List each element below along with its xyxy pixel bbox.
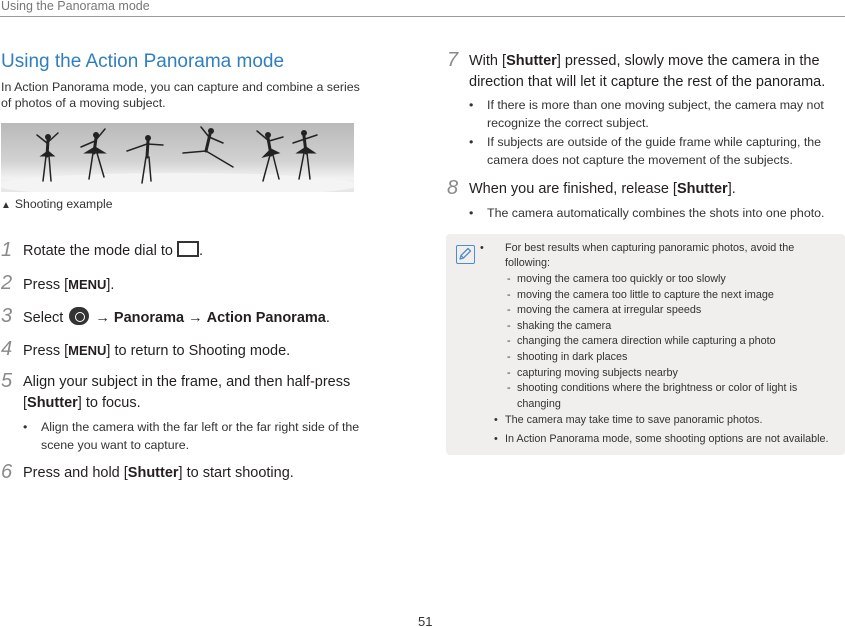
note-dash-marker: - bbox=[507, 367, 511, 379]
header-title: Using the Panorama mode bbox=[1, 0, 150, 13]
note-bullet-marker: • bbox=[494, 433, 498, 445]
step-number: 1 bbox=[1, 239, 13, 261]
step-text bbox=[23, 274, 114, 296]
bullet-marker: • bbox=[469, 135, 474, 149]
note-line: The camera may take time to save panoramic photos. bbox=[505, 414, 763, 426]
note-dash-marker: - bbox=[507, 320, 511, 332]
note-dash-item: moving the camera at irregular speeds bbox=[517, 304, 702, 316]
note-bullet-marker: • bbox=[494, 414, 498, 426]
step-5-bullet bbox=[23, 418, 403, 454]
step-text-part: With [ bbox=[469, 53, 507, 69]
note-bullet-marker: • bbox=[480, 242, 484, 254]
bullet-text bbox=[487, 133, 821, 169]
step-number: 5 bbox=[1, 370, 13, 392]
note-dash-marker: - bbox=[507, 304, 511, 316]
note-dash-marker: - bbox=[507, 382, 511, 394]
bullet-text bbox=[487, 96, 824, 132]
step-8 bbox=[447, 179, 845, 201]
step-text-part: ] to focus. bbox=[77, 395, 141, 411]
shooting-example-photo bbox=[1, 123, 354, 192]
step-text bbox=[23, 241, 203, 262]
arrow: → bbox=[188, 310, 203, 326]
step-number: 2 bbox=[1, 272, 13, 294]
step-text bbox=[23, 372, 350, 414]
note-dash-continuation: changing bbox=[517, 398, 561, 410]
step-text-part: When you are finished, release [ bbox=[469, 181, 677, 197]
menu-button-icon: MENU bbox=[68, 343, 107, 358]
bullet-marker: • bbox=[23, 420, 28, 434]
step-text bbox=[23, 463, 294, 484]
stage-floor bbox=[1, 173, 354, 192]
step-8-bullet bbox=[469, 204, 845, 222]
shutter-label: Shutter bbox=[27, 395, 78, 411]
section-title: Using the Action Panorama mode bbox=[1, 51, 285, 72]
step-text-part: . bbox=[325, 310, 330, 326]
step-7 bbox=[447, 51, 845, 95]
note-dash-marker: - bbox=[507, 351, 511, 363]
note-pencil-icon bbox=[456, 245, 475, 264]
step-text-part: Rotate the mode dial to bbox=[23, 243, 173, 259]
intro-line: of photos of a moving subject. bbox=[1, 96, 166, 110]
bullet-line: If subjects are outside of the guide frame while capturing, the bbox=[487, 135, 822, 149]
menu-option-panorama: Panorama bbox=[113, 310, 185, 326]
camera-mode-icon bbox=[69, 307, 89, 325]
page-number: 51 bbox=[418, 614, 433, 627]
step-text-line: direction that will let it capture the rest of the panorama. bbox=[469, 74, 826, 90]
step-text bbox=[469, 179, 736, 200]
step-text-part: ] to return to Shooting mode. bbox=[106, 343, 291, 359]
shutter-label: Shutter bbox=[506, 53, 557, 69]
note-dash-item: moving the camera too little to capture the next image bbox=[517, 289, 774, 301]
note-dash-marker: - bbox=[507, 273, 511, 285]
intro-line: In Action Panorama mode, you can capture and combine a series bbox=[1, 80, 360, 94]
dancer-6 bbox=[293, 130, 317, 179]
page-header bbox=[0, 0, 845, 17]
step-text-part: ]. bbox=[727, 181, 736, 197]
step-number: 6 bbox=[1, 461, 13, 483]
shutter-label: Shutter bbox=[127, 465, 179, 481]
note-dash-item: shooting in dark places bbox=[517, 351, 628, 363]
step-number: 4 bbox=[1, 338, 13, 360]
note-dash-marker: - bbox=[507, 289, 511, 301]
step-text bbox=[23, 307, 330, 329]
step-6 bbox=[1, 463, 401, 485]
panorama-mode-icon bbox=[177, 241, 199, 257]
bullet-line: scene you want to capture. bbox=[41, 438, 190, 452]
step-text-part: Press [ bbox=[23, 343, 69, 359]
step-number: 7 bbox=[447, 49, 459, 71]
bullet-line: camera does not capture the movement of the subjects. bbox=[487, 153, 793, 167]
bullet-line: Align the camera with the far left or the far right side of the bbox=[41, 420, 360, 434]
note-dash-item: changing the camera direction while capturing a photo bbox=[517, 335, 776, 347]
note-dash-item: shooting conditions where the brightness or color of light is bbox=[517, 382, 798, 394]
step-number: 3 bbox=[1, 305, 13, 327]
bullet-text bbox=[41, 418, 359, 454]
bullet-marker: • bbox=[469, 98, 474, 112]
menu-option-action-panorama: Action Panorama bbox=[206, 310, 326, 326]
caption-text: Shooting example bbox=[14, 197, 113, 211]
note-box bbox=[446, 234, 845, 455]
dancer-1 bbox=[37, 133, 58, 181]
bullet-line: recognize the correct subject. bbox=[487, 116, 649, 130]
step-text-part: . bbox=[198, 243, 203, 259]
note-dash-item: shaking the camera bbox=[517, 320, 612, 332]
step-7-bullet-1 bbox=[469, 96, 845, 132]
arrow: → bbox=[95, 310, 110, 326]
note-dash-marker: - bbox=[507, 335, 511, 347]
menu-button-icon: MENU bbox=[68, 277, 107, 292]
step-text-part: ] pressed, slowly move the camera in the bbox=[556, 53, 820, 69]
dancer-2 bbox=[81, 129, 105, 179]
section-intro bbox=[1, 79, 406, 111]
note-line: For best results when capturing panoramic photos, avoid the bbox=[505, 242, 795, 254]
step-1 bbox=[1, 241, 401, 263]
dancer-4 bbox=[183, 127, 233, 167]
step-2 bbox=[1, 274, 401, 296]
step-text-part: Press and hold [ bbox=[23, 465, 128, 481]
step-number: 8 bbox=[447, 177, 459, 199]
bullet-marker: • bbox=[469, 206, 474, 220]
step-7-bullet-2 bbox=[469, 133, 845, 169]
note-dash-item: moving the camera too quickly or too slowly bbox=[517, 273, 726, 285]
note-line: In Action Panorama mode, some shooting options are not available. bbox=[505, 433, 829, 445]
step-text-part: Press [ bbox=[23, 277, 69, 293]
bullet-line: If there is more than one moving subject, the camera may not bbox=[487, 98, 824, 112]
step-text bbox=[469, 51, 825, 93]
caption-marker: ▲ bbox=[1, 200, 11, 211]
note-line: following: bbox=[505, 257, 551, 269]
step-text-part: ]. bbox=[106, 277, 115, 293]
step-text-part: [ bbox=[23, 395, 28, 411]
photo-caption bbox=[1, 197, 112, 211]
shutter-label: Shutter bbox=[676, 181, 728, 197]
step-text bbox=[23, 340, 290, 362]
note-dash-item: capturing moving subjects nearby bbox=[517, 367, 678, 379]
dancer-5 bbox=[257, 131, 283, 181]
step-3 bbox=[1, 307, 401, 329]
step-4 bbox=[1, 340, 401, 362]
step-text-line: Align your subject in the frame, and then half-press bbox=[23, 374, 351, 390]
step-5 bbox=[1, 372, 401, 416]
bullet-text: The camera automatically combines the shots into one photo. bbox=[487, 206, 825, 220]
step-text-part: ] to start shooting. bbox=[178, 465, 294, 481]
step-text-part: Select bbox=[23, 310, 64, 326]
dancers-illustration bbox=[1, 123, 354, 192]
